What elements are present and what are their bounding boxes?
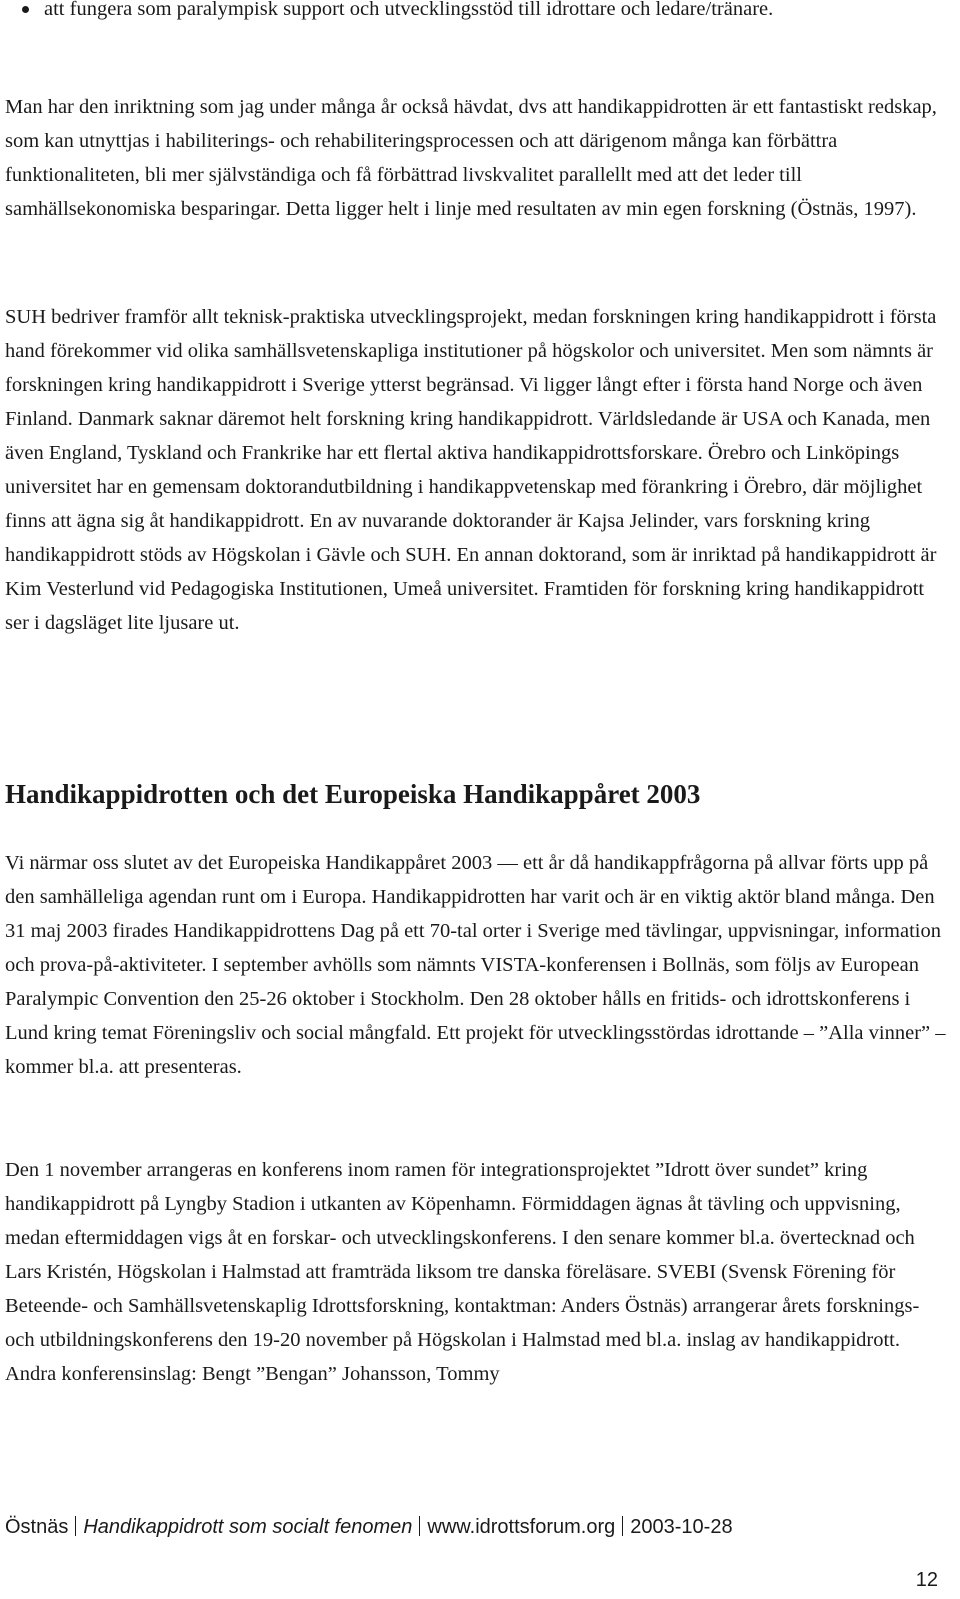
bullet-list [22, 0, 942, 26]
page-number: 12 [915, 1569, 938, 1591]
body-paragraph: Man har den inriktning som jag under många år också hävdat, dvs att handikappidrotten är ett fantastiskt redskap, som kan utnyttjas i habiliterings- och rehabiliteringsprocessen och att därigenom många kan förbättra funktionaliteten, bli mer självständiga och få förbättrad livskvalitet parallellt med att det leder till samhällsekonomiska besparingar. Detta ligger helt i linje med resultaten av min egen forskning (Östnäs, 1997). [5, 96, 937, 220]
list-item: att fungera som paralympisk support och utvecklingsstöd till idrottare och ledare/tränare. [22, 0, 942, 26]
body-paragraph: Vi närmar oss slutet av det Europeiska Handikappåret 2003 — ett år då handikappfrågorna på allvar förts upp på den samhälleliga agendan runt om i Europa. Handikappidrotten har varit och är en viktig aktör bland många. Den 31 maj 2003 firades Handikappidrottens Dag på ett 70-tal orter i Sverige med tävlingar, uppvisningar, information och prova-på-aktiviteter. I september avhölls som nämnts VISTA-konferensen i Bollnäs, som följs av European Paralympic Convention den 25-26 oktober i Stockholm. Den 28 oktober hålls en fritids- och idrottskonferens i Lund kring temat Föreningsliv och social mångfald. Ett projekt för utvecklingsstördas idrottande – ”Alla vinner” – kommer bl.a. att presenteras. [5, 852, 946, 1078]
footer-separator [419, 1516, 420, 1536]
body-paragraph: Den 1 november arrangeras en konferens inom ramen för integrationsprojektet ”Idrott över sundet” kring handikappidrott på Lyngby Stadion i utkanten av Köpenhamn. Förmiddagen ägnas åt tävling och uppvisning, medan eftermiddagen vigs åt en forskar- och utvecklingskonferens. I den senare kommer bl.a. övertecknad och Lars Kristén, Högskolan i Halmstad att framträda liksom tre danska föreläsare. SVEBI (Svensk Förening för Beteende- och Samhällsvetenskaplig Idrottsforskning, kontaktman: Anders Östnäs) arrangerar årets forsknings- och utbildningskonferens den 19-20 november på Högskolan i Halmstad med bl.a. inslag av handikappidrott. Andra konferensinslag: Bengt ”Bengan” Johansson, Tommy [5, 1159, 920, 1385]
section-heading: Handikappidrotten och det Europeiska Handikappåret 2003 [5, 779, 701, 809]
footer-author: Östnäs [5, 1516, 69, 1538]
body-paragraph: SUH bedriver framför allt teknisk-praktiska utvecklingsprojekt, medan forskningen kring handikappidrott i första hand förekommer vid olika samhällsvetenskapliga institutioner på högskolor och universitet. Men som nämnts är forskningen kring handikappidrott i Sverige ytterst begränsad. Vi ligger långt efter i första hand Norge och även Finland. Danmark saknar däremot helt forskning kring handikappidrott. Världsledande är USA och Kanada, men även England, Tyskland och Frankrike har ett flertal aktiva handikappidrottsforskare. Örebro och Linköpings universitet har en gemensam doktorandutbildning i handikappvetenskap med förankring i Örebro, där möjlighet finns att ägna sig åt handikappidrott. En av nuvarande doktorander är Kajsa Jelinder, vars forskning kring handikappidrott stöds av Högskolan i Gävle och SUH. En annan doktorand, som är inriktad på handikappidrott är Kim Vesterlund vid Pedagogiska Institutionen, Umeå universitet. Framtiden för forskning kring handikappidrott ser i dagsläget lite ljusare ut. [5, 306, 937, 634]
footer-title: Handikappidrott som socialt fenomen [83, 1516, 413, 1538]
page-footer [5, 1512, 953, 1542]
footer-separator [75, 1516, 76, 1536]
footer-separator [622, 1516, 623, 1536]
footer-url[interactable]: www.idrottsforum.org [427, 1516, 616, 1538]
footer-date: 2003-10-28 [630, 1516, 733, 1538]
